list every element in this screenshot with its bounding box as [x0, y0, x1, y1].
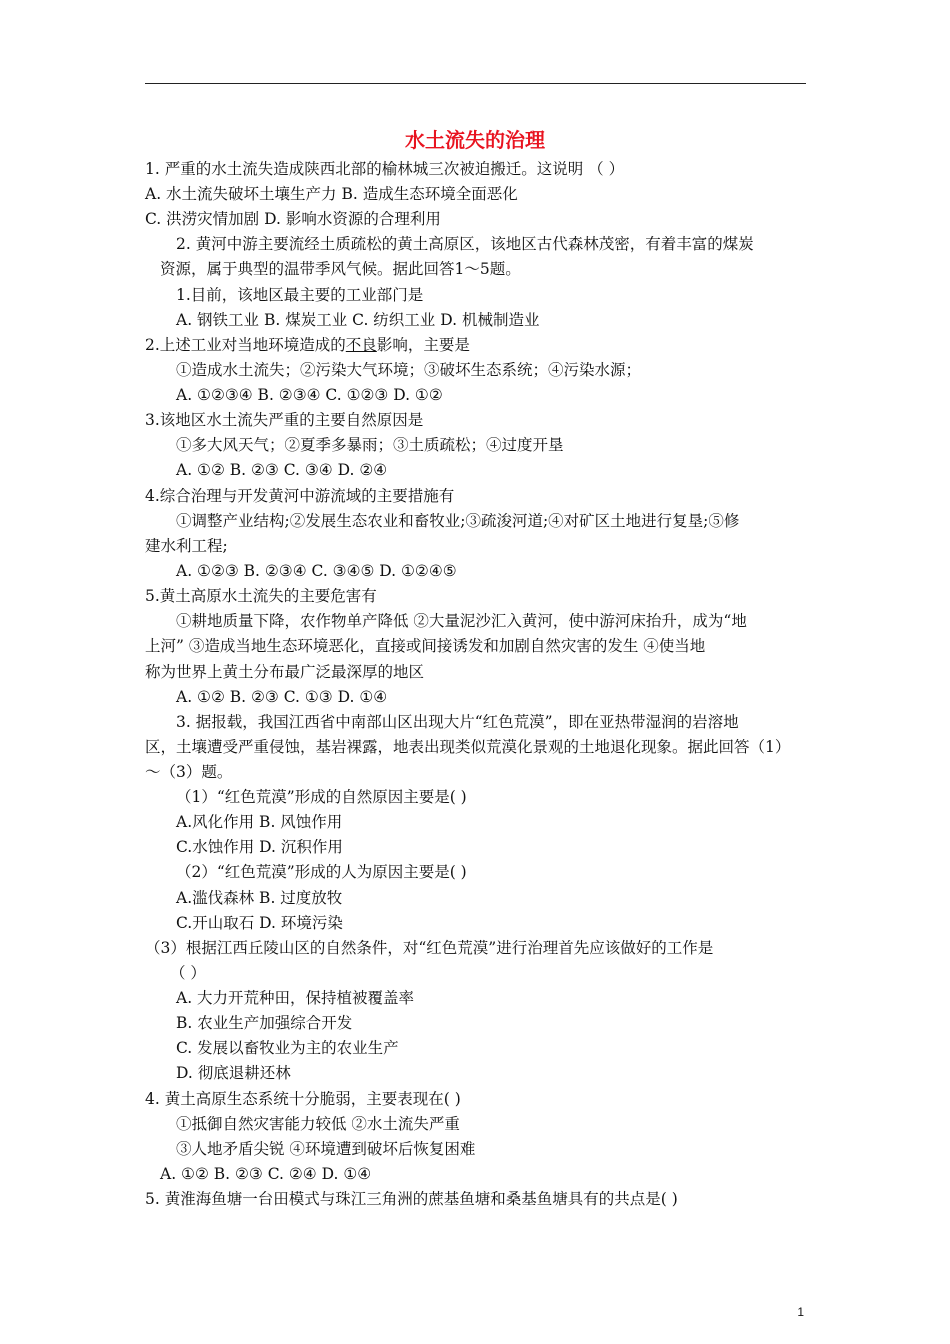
q4-options: A. ①② B. ②③ C. ②④ D. ①④	[160, 1165, 372, 1183]
q5-stem: 5. 黄淮海鱼塘一台田模式与珠江三角洲的蔗基鱼塘和桑基鱼塘具有的共点是( )	[145, 1190, 678, 1208]
q2-intro-line2: 资源，属于典型的温带季风气候。据此回答1～5题。	[160, 260, 521, 278]
underlined-word: 不良	[345, 336, 377, 354]
q3-intro-line2: 区，土壤遭受严重侵蚀，基岩裸露，地表出现类似荒漠化景观的土地退化现象。据此回答（1）	[145, 738, 791, 756]
q1-options-cd: C. 洪涝灾情加剧 D. 影响水资源的合理利用	[145, 210, 441, 228]
q2-sub4-items-line2: 建水利工程;	[145, 537, 228, 555]
q2-sub2-stem: 2.上述工业对当地环境造成的不良影响，主要是	[145, 336, 470, 354]
q3-intro-line3: ～（3）题。	[145, 763, 233, 781]
q4-stem: 4. 黄土高原生态系统十分脆弱，主要表现在( )	[145, 1090, 461, 1108]
q2-sub5-options: A. ①② B. ②③ C. ①③ D. ①④	[176, 688, 388, 706]
q2-sub1-options: A. 钢铁工业 B. 煤炭工业 C. 纺织工业 D. 机械制造业	[176, 311, 540, 329]
q3-sub2-stem: （2）“红色荒漠”形成的人为原因主要是( )	[176, 863, 467, 881]
q3-sub3-option-c: C. 发展以畜牧业为主的农业生产	[176, 1039, 399, 1057]
header-rule	[145, 83, 806, 84]
q1-options-ab: A. 水土流失破坏土壤生产力 B. 造成生态环境全面恶化	[145, 185, 518, 203]
q2-sub5-items-line3: 称为世界上黄土分布最广泛最深厚的地区	[145, 663, 425, 681]
q2-sub4-items-line1: ①调整产业结构;②发展生态农业和畜牧业;③疏浚河道;④对矿区土地进行复垦;⑤修	[176, 512, 740, 530]
q3-sub3-bracket: （ ）	[170, 964, 206, 982]
q1-stem: 1. 严重的水土流失造成陕西北部的榆林城三次被迫搬迁。这说明 （ ）	[145, 160, 625, 178]
q2-sub3-stem: 3.该地区水土流失严重的主要自然原因是	[145, 411, 424, 429]
q4-items-line2: ③人地矛盾尖锐 ④环境遭到破坏后恢复困难	[176, 1140, 476, 1158]
q2-sub1-stem: 1.目前，该地区最主要的工业部门是	[176, 286, 424, 304]
q3-sub1-stem: （1）“红色荒漠”形成的自然原因主要是( )	[176, 788, 467, 806]
q2-sub4-options: A. ①②③ B. ②③④ C. ③④⑤ D. ①②④⑤	[176, 562, 457, 580]
q3-sub3-stem: （3）根据江西丘陵山区的自然条件，对“红色荒漠”进行治理首先应该做好的工作是	[145, 939, 714, 957]
q3-sub3-option-b: B. 农业生产加强综合开发	[176, 1014, 353, 1032]
q2-sub3-items: ①多大风天气；②夏季多暴雨；③土质疏松；④过度开垦	[176, 436, 564, 454]
q2-sub2-options: A. ①②③④ B. ②③④ C. ①②③ D. ①②	[176, 386, 443, 404]
q2-sub3-options: A. ①② B. ②③ C. ③④ D. ②④	[176, 461, 388, 479]
q2-sub2-items: ①造成水土流失；②污染大气环境；③破坏生态系统；④污染水源；	[176, 361, 642, 379]
q3-sub1-options-ab: A.风化作用 B. 风蚀作用	[176, 813, 343, 831]
q2-sub4-stem: 4.综合治理与开发黄河中游流域的主要措施有	[145, 487, 455, 505]
q3-sub2-options-cd: C.开山取石 D. 环境污染	[176, 914, 343, 932]
page-number: 1	[797, 1305, 804, 1319]
q2-sub5-items-line2: 上河” ③造成当地生态环境恶化，直接或间接诱发和加剧自然灾害的发生 ④使当地	[145, 637, 706, 655]
q3-sub3-option-a: A. 大力开荒种田，保持植被覆盖率	[176, 989, 415, 1007]
q3-sub1-options-cd: C.水蚀作用 D. 沉积作用	[176, 838, 343, 856]
q2-sub5-stem: 5.黄土高原水土流失的主要危害有	[145, 587, 377, 605]
q4-items-line1: ①抵御自然灾害能力较低 ②水土流失严重	[176, 1115, 460, 1133]
q3-intro-line1: 3. 据报载，我国江西省中南部山区出现大片“红色荒漠”，即在亚热带湿润的岩溶地	[176, 713, 739, 731]
q3-sub3-option-d: D. 彻底退耕还林	[176, 1064, 291, 1082]
q3-sub2-options-ab: A.滥伐森林 B. 过度放牧	[176, 889, 343, 907]
q2-sub5-items-line1: ①耕地质量下降，农作物单产降低 ②大量泥沙汇入黄河，使中游河床抬升，成为“地	[176, 612, 747, 630]
q2-intro-line1: 2. 黄河中游主要流经土质疏松的黄土高原区，该地区古代森林茂密，有着丰富的煤炭	[176, 235, 754, 253]
page-title: 水土流失的治理	[405, 128, 545, 152]
